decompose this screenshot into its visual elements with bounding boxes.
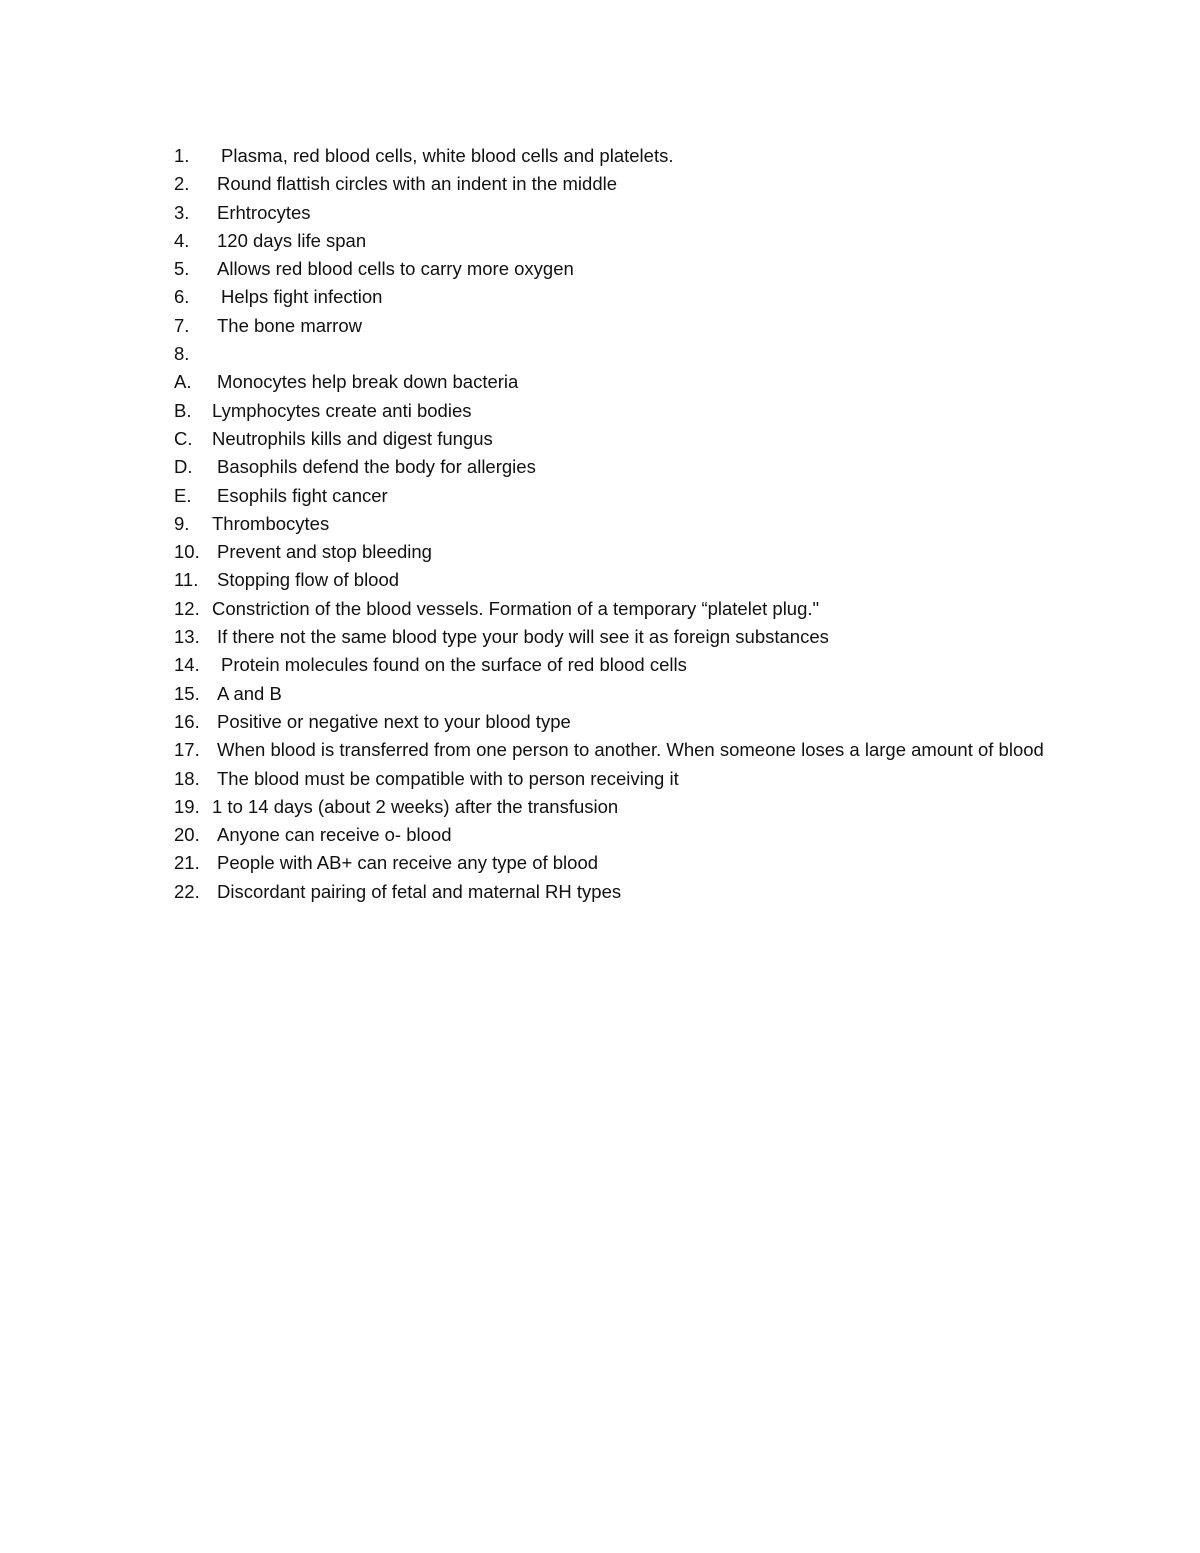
item-text: Basophils defend the body for allergies bbox=[217, 456, 536, 478]
list-item bbox=[174, 510, 1074, 538]
item-number: 15. bbox=[174, 682, 200, 704]
list-item bbox=[174, 680, 1074, 708]
list-item bbox=[174, 623, 1074, 651]
item-text: 1 to 14 days (about 2 weeks) after the transfusion bbox=[212, 795, 619, 817]
item-text: The bone marrow bbox=[217, 314, 362, 336]
list-item bbox=[174, 651, 1074, 679]
list-item bbox=[174, 312, 1074, 340]
item-text: Neutrophils kills and digest fungus bbox=[212, 427, 493, 449]
item-number: 3. bbox=[174, 201, 190, 223]
list-item bbox=[174, 397, 1074, 425]
list-item bbox=[174, 283, 1074, 311]
item-text: Stopping flow of blood bbox=[217, 569, 400, 591]
item-number: 7. bbox=[174, 314, 190, 336]
item-text: People with AB+ can receive any type of blood bbox=[217, 852, 599, 874]
item-letter: D. bbox=[174, 456, 193, 478]
item-text: Helps fight infection bbox=[221, 286, 383, 308]
list-item bbox=[174, 227, 1074, 255]
item-letter: C. bbox=[174, 427, 193, 449]
item-number: 19. bbox=[174, 795, 200, 817]
list-item bbox=[174, 765, 1074, 793]
list-item bbox=[174, 340, 1074, 368]
item-number: 17. bbox=[174, 739, 200, 761]
list-item bbox=[174, 199, 1074, 227]
list-item bbox=[174, 255, 1074, 283]
list-item bbox=[174, 793, 1074, 821]
item-text: Positive or negative next to your blood type bbox=[217, 710, 571, 732]
item-letter: B. bbox=[174, 399, 192, 421]
list-item bbox=[174, 736, 1074, 764]
item-text: The blood must be compatible with to person receiving it bbox=[217, 767, 679, 789]
list-item bbox=[174, 142, 1074, 170]
item-text: Allows red blood cells to carry more oxygen bbox=[217, 258, 574, 280]
list-item bbox=[174, 595, 1074, 623]
item-text: Round flattish circles with an indent in the middle bbox=[217, 173, 618, 195]
item-number: 6. bbox=[174, 286, 190, 308]
item-text: Anyone can receive o- blood bbox=[217, 824, 452, 846]
item-number: 20. bbox=[174, 824, 200, 846]
item-number: 4. bbox=[174, 229, 190, 251]
item-number: 10. bbox=[174, 541, 200, 563]
item-number: 8. bbox=[174, 343, 190, 365]
list-item bbox=[174, 566, 1074, 594]
item-number: 12. bbox=[174, 597, 200, 619]
list-item bbox=[174, 482, 1074, 510]
item-text: Prevent and stop bleeding bbox=[217, 541, 432, 563]
list-item bbox=[174, 425, 1074, 453]
item-letter: A. bbox=[174, 371, 192, 393]
item-number: 16. bbox=[174, 710, 200, 732]
item-number: 21. bbox=[174, 852, 200, 874]
item-text: A and B bbox=[217, 682, 282, 704]
item-number: 9. bbox=[174, 512, 190, 534]
item-text: Esophils fight cancer bbox=[217, 484, 388, 506]
item-text: If there not the same blood type your body will see it as foreign substances bbox=[217, 626, 829, 648]
item-text: Discordant pairing of fetal and maternal RH types bbox=[217, 880, 622, 902]
item-text: Erhtrocytes bbox=[217, 201, 311, 223]
item-number: 2. bbox=[174, 173, 190, 195]
item-text: Thrombocytes bbox=[212, 512, 330, 534]
list-item bbox=[174, 708, 1074, 736]
item-text: 120 days life span bbox=[217, 229, 367, 251]
item-number: 5. bbox=[174, 258, 190, 280]
list-item bbox=[174, 849, 1074, 877]
item-number: 18. bbox=[174, 767, 200, 789]
list-item bbox=[174, 170, 1074, 198]
item-text: When blood is transferred from one person to another. When someone loses a large amount of blood bbox=[217, 739, 1044, 761]
list-item bbox=[174, 368, 1074, 396]
item-letter: E. bbox=[174, 484, 192, 506]
item-number: 13. bbox=[174, 626, 200, 648]
item-text: Plasma, red blood cells, white blood cells and platelets. bbox=[221, 145, 674, 166]
list-item bbox=[174, 878, 1074, 906]
list-item bbox=[174, 821, 1074, 849]
item-text: Lymphocytes create anti bodies bbox=[212, 399, 472, 421]
item-text: Protein molecules found on the surface of red blood cells bbox=[221, 654, 687, 676]
item-number: 11. bbox=[174, 569, 199, 591]
list-item bbox=[174, 538, 1074, 566]
item-text: Constriction of the blood vessels. Formation of a temporary “platelet plug." bbox=[212, 597, 820, 619]
answer-list bbox=[174, 142, 1074, 906]
item-text: Monocytes help break down bacteria bbox=[217, 371, 519, 393]
item-number: 14. bbox=[174, 654, 200, 676]
item-number: 1. bbox=[174, 145, 190, 166]
item-number: 22. bbox=[174, 880, 200, 902]
list-item bbox=[174, 453, 1074, 481]
